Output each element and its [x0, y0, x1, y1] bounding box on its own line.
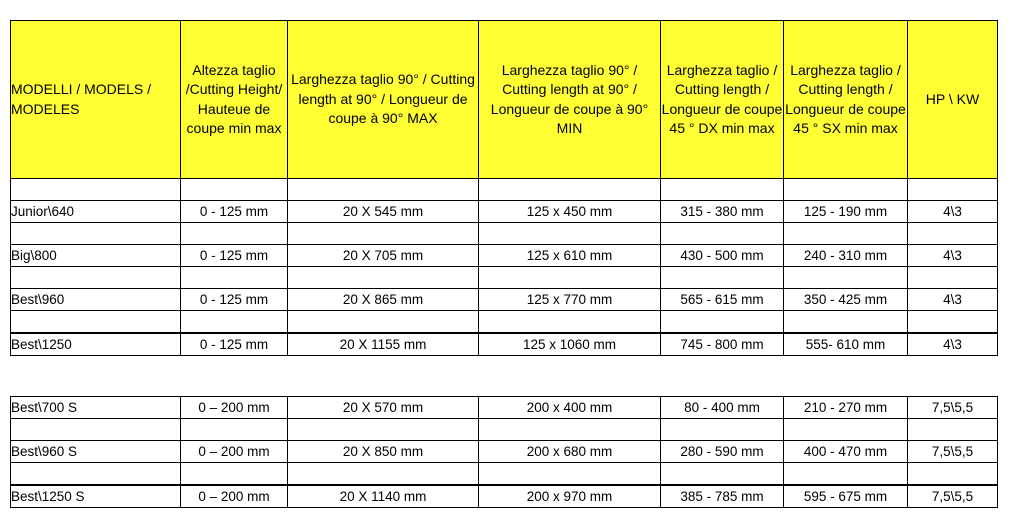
- empty-cell: [11, 463, 181, 486]
- cell-length-45-dx: 565 - 615 mm: [661, 289, 784, 311]
- empty-cell: [908, 267, 998, 289]
- table-row: [11, 289, 998, 311]
- cell-model: Big\800: [11, 245, 181, 267]
- empty-cell: [288, 419, 479, 441]
- empty-cell: [784, 179, 908, 201]
- spacer-row: [11, 223, 998, 245]
- cell-length-45-dx: 80 - 400 mm: [661, 397, 784, 419]
- cell-length-90-min: 200 x 400 mm: [479, 397, 661, 419]
- cell-hp-kw: 4\3: [908, 289, 998, 311]
- cell-length-45-sx: 595 - 675 mm: [784, 485, 908, 508]
- spec-sheet: [10, 20, 998, 508]
- empty-cell: [479, 463, 661, 486]
- empty-cell: [479, 311, 661, 334]
- empty-cell: [479, 419, 661, 441]
- cell-hp-kw: 4\3: [908, 245, 998, 267]
- cell-length-90-max: 20 X 545 mm: [288, 201, 479, 223]
- empty-cell: [908, 311, 998, 334]
- empty-cell: [784, 223, 908, 245]
- empty-cell: [479, 223, 661, 245]
- spec-table-0-125: [10, 20, 998, 356]
- spacer-row: [11, 267, 998, 289]
- cell-cutting-height: 0 - 125 mm: [181, 333, 288, 356]
- cell-length-45-sx: 350 - 425 mm: [784, 289, 908, 311]
- empty-cell: [11, 267, 181, 289]
- table-row: [11, 333, 998, 356]
- cell-length-90-max: 20 X 705 mm: [288, 245, 479, 267]
- empty-cell: [288, 463, 479, 486]
- table-row: [11, 201, 998, 223]
- empty-cell: [181, 311, 288, 334]
- cell-hp-kw: 7,5\5,5: [908, 397, 998, 419]
- cell-length-45-sx: 125 - 190 mm: [784, 201, 908, 223]
- header-cutting-length-45-dx: Larghezza taglio / Cutting length / Longueur de coupe 45 ° DX min max: [661, 21, 784, 179]
- empty-cell: [661, 463, 784, 486]
- spacer-row: [11, 463, 998, 486]
- cell-model: Best\960 S: [11, 441, 181, 463]
- cell-length-90-max: 20 X 1140 mm: [288, 485, 479, 508]
- table-row: [11, 245, 998, 267]
- table-row: [11, 397, 998, 419]
- empty-cell: [11, 179, 181, 201]
- cell-hp-kw: 7,5\5,5: [908, 485, 998, 508]
- empty-cell: [661, 311, 784, 334]
- empty-cell: [288, 179, 479, 201]
- cell-length-90-max: 20 X 865 mm: [288, 289, 479, 311]
- cell-length-45-sx: 400 - 470 mm: [784, 441, 908, 463]
- cell-length-45-sx: 210 - 270 mm: [784, 397, 908, 419]
- empty-cell: [181, 463, 288, 486]
- cell-cutting-height: 0 – 200 mm: [181, 485, 288, 508]
- empty-cell: [181, 419, 288, 441]
- header-cutting-length-45-sx: Larghezza taglio / Cutting length / Longueur de coupe 45 ° SX min max: [784, 21, 908, 179]
- cell-cutting-height: 0 – 200 mm: [181, 397, 288, 419]
- cell-length-45-dx: 315 - 380 mm: [661, 201, 784, 223]
- cell-model: Junior\640: [11, 201, 181, 223]
- cell-length-90-min: 125 x 770 mm: [479, 289, 661, 311]
- cell-length-90-max: 20 X 1155 mm: [288, 333, 479, 356]
- cell-hp-kw: 4\3: [908, 201, 998, 223]
- header-cutting-length-90-max: Larghezza taglio 90° / Cutting length at 90° / Longueur de coupe à 90° MAX: [288, 21, 479, 179]
- cell-length-45-sx: 555- 610 mm: [784, 333, 908, 356]
- empty-cell: [181, 267, 288, 289]
- empty-cell: [288, 311, 479, 334]
- empty-cell: [908, 419, 998, 441]
- empty-cell: [288, 223, 479, 245]
- empty-cell: [479, 179, 661, 201]
- cell-length-45-dx: 280 - 590 mm: [661, 441, 784, 463]
- empty-cell: [181, 179, 288, 201]
- cell-length-90-max: 20 X 850 mm: [288, 441, 479, 463]
- cell-length-45-sx: 240 - 310 mm: [784, 245, 908, 267]
- empty-cell: [784, 267, 908, 289]
- empty-cell: [661, 267, 784, 289]
- empty-cell: [784, 463, 908, 486]
- cell-model: Best\1250 S: [11, 485, 181, 508]
- empty-cell: [181, 223, 288, 245]
- spec-table-0-200: [10, 396, 998, 508]
- empty-cell: [908, 179, 998, 201]
- cell-hp-kw: 4\3: [908, 333, 998, 356]
- empty-cell: [11, 419, 181, 441]
- empty-cell: [661, 179, 784, 201]
- empty-cell: [661, 223, 784, 245]
- cell-cutting-height: 0 - 125 mm: [181, 289, 288, 311]
- table-spacer: [10, 356, 998, 396]
- cell-cutting-height: 0 - 125 mm: [181, 201, 288, 223]
- cell-length-90-min: 200 x 680 mm: [479, 441, 661, 463]
- table-row: [11, 441, 998, 463]
- cell-length-90-min: 125 x 610 mm: [479, 245, 661, 267]
- spacer-row: [11, 419, 998, 441]
- cell-model: Best\700 S: [11, 397, 181, 419]
- empty-cell: [784, 311, 908, 334]
- empty-cell: [479, 267, 661, 289]
- header-cutting-height: Altezza taglio /Cutting Height/ Hauteue de coupe min max: [181, 21, 288, 179]
- cell-model: Best\1250: [11, 333, 181, 356]
- cell-hp-kw: 7,5\5,5: [908, 441, 998, 463]
- cell-cutting-height: 0 – 200 mm: [181, 441, 288, 463]
- empty-cell: [11, 223, 181, 245]
- header-hp-kw: HP \ KW: [908, 21, 998, 179]
- header-cutting-length-90-min: Larghezza taglio 90° / Cutting length at 90° / Longueur de coupe à 90° MIN: [479, 21, 661, 179]
- cell-length-90-min: 125 x 450 mm: [479, 201, 661, 223]
- empty-cell: [661, 419, 784, 441]
- empty-cell: [288, 267, 479, 289]
- empty-cell: [908, 223, 998, 245]
- spacer-row: [11, 179, 998, 201]
- cell-model: Best\960: [11, 289, 181, 311]
- cell-length-90-min: 200 x 970 mm: [479, 485, 661, 508]
- empty-cell: [784, 419, 908, 441]
- empty-cell: [908, 463, 998, 486]
- cell-length-45-dx: 385 - 785 mm: [661, 485, 784, 508]
- cell-length-45-dx: 745 - 800 mm: [661, 333, 784, 356]
- header-models: MODELLI / MODELS / MODELES: [11, 21, 181, 179]
- table-row: [11, 485, 998, 508]
- cell-length-90-max: 20 X 570 mm: [288, 397, 479, 419]
- header-row: [11, 21, 998, 179]
- empty-cell: [11, 311, 181, 334]
- spacer-row: [11, 311, 998, 334]
- cell-cutting-height: 0 - 125 mm: [181, 245, 288, 267]
- cell-length-90-min: 125 x 1060 mm: [479, 333, 661, 356]
- cell-length-45-dx: 430 - 500 mm: [661, 245, 784, 267]
